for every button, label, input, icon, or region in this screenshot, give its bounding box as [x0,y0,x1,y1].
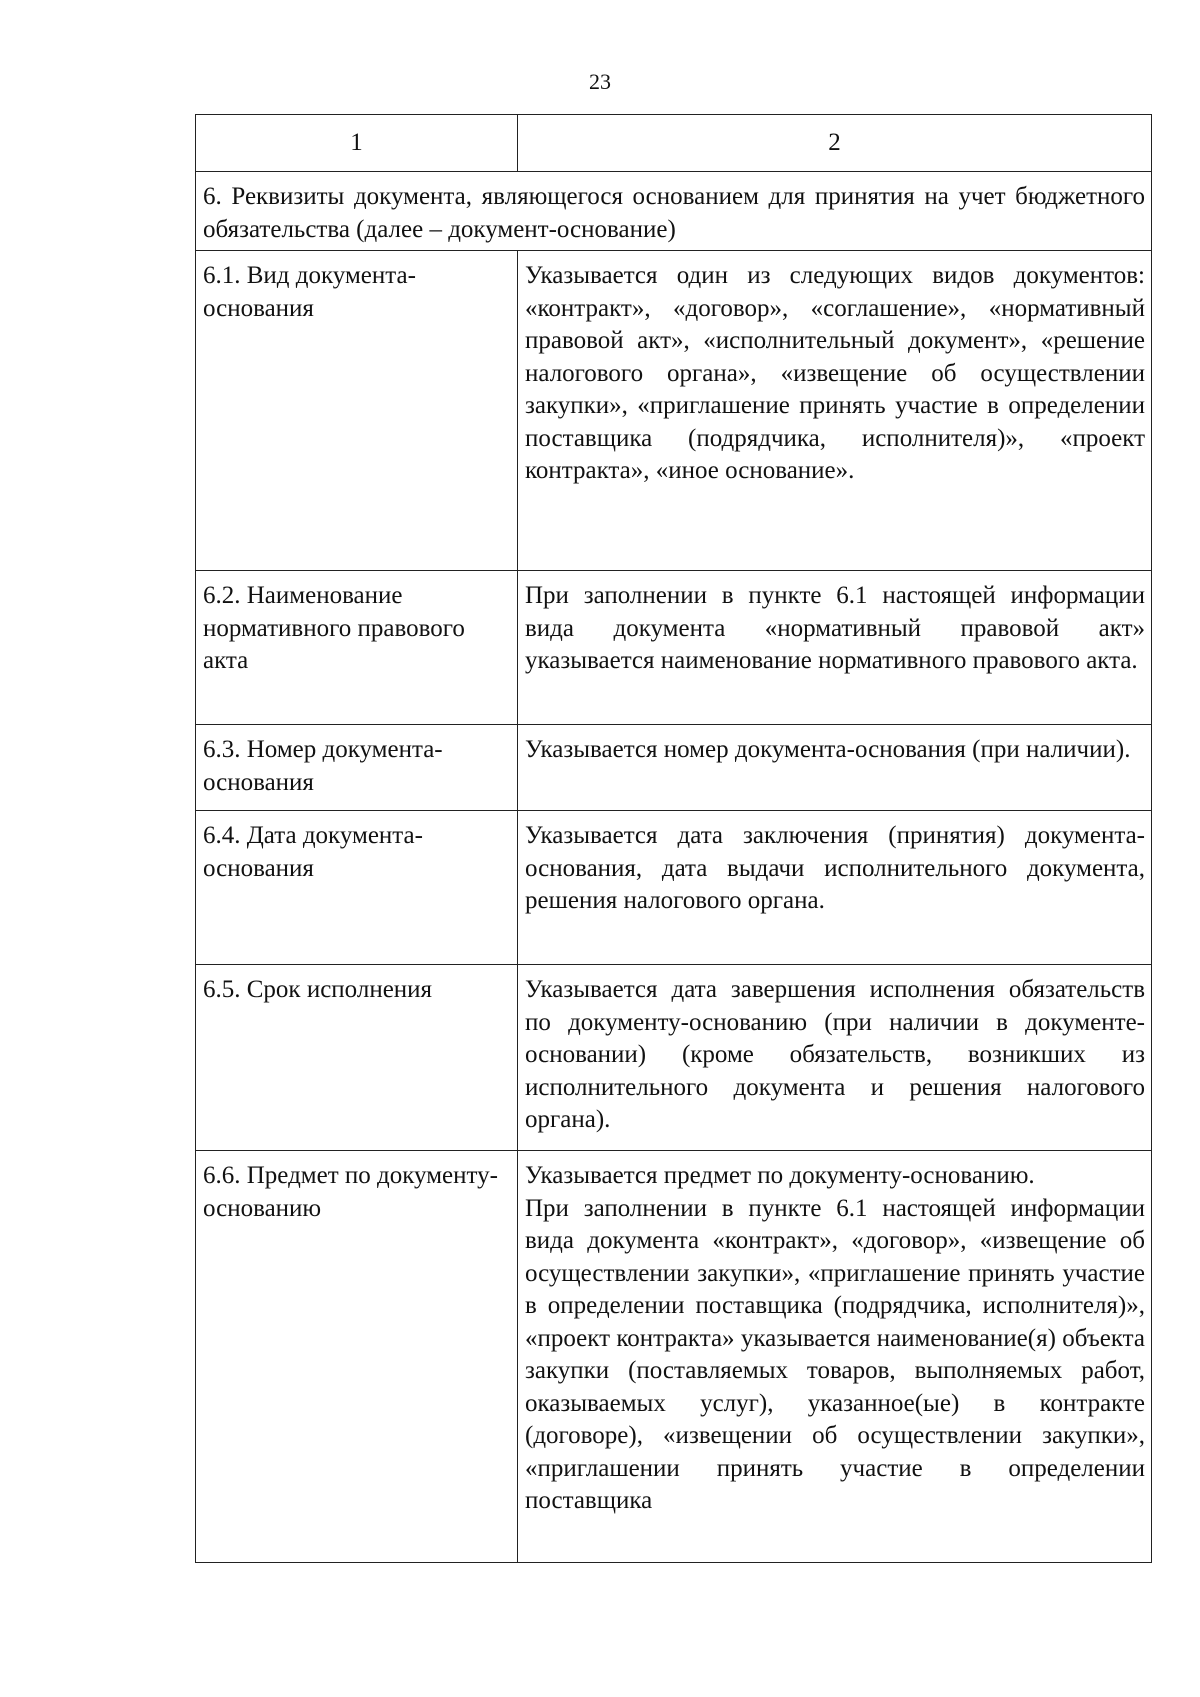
column-header-2: 2 [518,115,1152,172]
field-description [518,1151,1152,1563]
field-description [518,251,1152,571]
description-paragraph: При заполнении в пункте 6.1 настоящей информации вида документа «нормативный правовой акт» указывается наименование нормативного правового акта. [525,582,1145,674]
description-paragraph: Указывается предмет по документу-основанию. [525,1162,1035,1189]
field-name: 6.2. Наименование нормативного правового акта [196,571,518,725]
field-name: 6.3. Номер документа-основания [196,725,518,811]
table-row [196,1151,1152,1563]
table-header-row [196,115,1152,172]
description-paragraph: Указывается дата заключения (принятия) документа-основания, дата выдачи исполнительного документа, решения налогового органа. [525,822,1145,914]
column-header-1: 1 [196,115,518,172]
description-paragraph: При заполнении в пункте 6.1 настоящей информации вида документа «контракт», «договор», «извещение об осуществлении закупки», «приглашение принять участие в определении поставщика (подрядчика, исполнителя)», «проект контракта» указывается наименование(я) объекта закупки (поставляемых товаров, выполняемых работ, оказываемых услуг), указанное(ые) в контракте (договоре), «извещении об осуществлении закупки», «приглашении принять участие в определении поставщика [525,1194,1145,1514]
description-paragraph: Указывается дата завершения исполнения обязательств по документу-основанию (при наличии в документе-основании) (кроме обязательств, возникших из исполнительного документа и решения налогового органа). [525,976,1145,1133]
table-row [196,571,1152,725]
field-description [518,571,1152,725]
field-name: 6.5. Срок исполнения [196,965,518,1151]
table-row [196,725,1152,811]
table-row [196,811,1152,965]
field-description [518,811,1152,965]
field-name: 6.6. Предмет по документу-основанию [196,1151,518,1563]
section-title: 6. Реквизиты документа, являющегося основанием для принятия на учет бюджетного обязательства (далее – документ-основание) [196,172,1152,251]
table-row [196,251,1152,571]
requisites-table [195,114,1152,1563]
field-name: 6.1. Вид документа-основания [196,251,518,571]
section-row [196,172,1152,251]
table-row [196,965,1152,1151]
description-paragraph: Указывается номер документа-основания (при наличии). [525,736,1131,763]
field-description [518,725,1152,811]
field-description [518,965,1152,1151]
page-number: 23 [589,69,611,94]
description-paragraph: Указывается один из следующих видов документов: «контракт», «договор», «соглашение», «нормативный правовой акт», «исполнительный документ», «решение налогового органа», «извещение об осуществлении закупки», «приглашение принять участие в определении поставщика (подрядчика, исполнителя)», «проект контракта», «иное основание». [525,262,1145,484]
field-name: 6.4. Дата документа-основания [196,811,518,965]
